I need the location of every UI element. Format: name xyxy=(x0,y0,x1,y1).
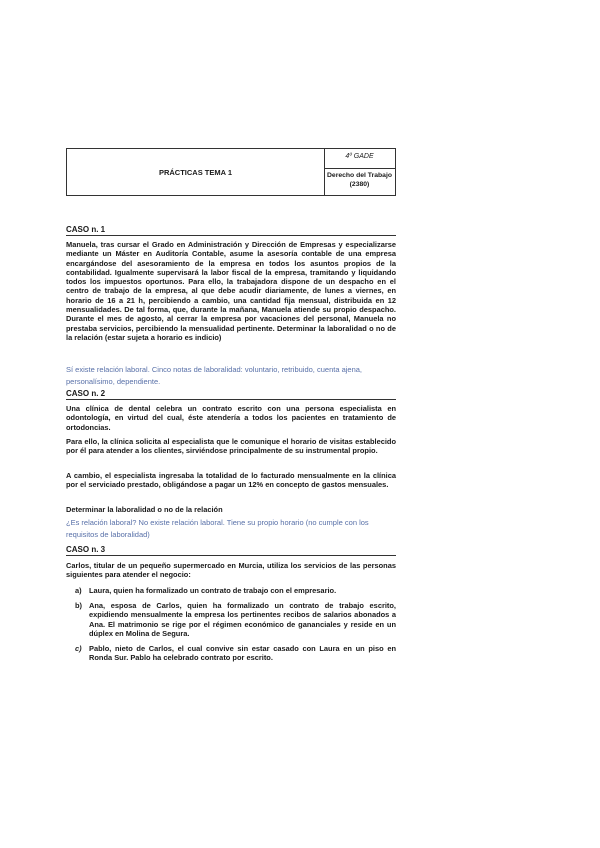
list-marker: b) xyxy=(75,601,83,610)
caso2-p3: A cambio, el especialista ingresaba la totalidad de lo facturado mensualmente en la clínica por el serviciado prestado, obligándose a pagar un 12% en concepto de gastos mensuales. xyxy=(66,471,396,490)
header-table xyxy=(66,148,396,196)
caso3-heading: CASO n. 3 xyxy=(66,545,396,556)
caso1-answer: Sí existe relación laboral. Cinco notas de laboralidad: voluntario, retribuido, cuenta ajena, personalísimo, dependiente. xyxy=(66,365,363,386)
list-marker: a) xyxy=(75,586,82,595)
caso1-heading: CASO n. 1 xyxy=(66,225,396,236)
practice-title: PRÁCTICAS TEMA 1 xyxy=(67,149,325,195)
list-marker: c) xyxy=(75,644,82,653)
caso2-p1: Una clínica de dental celebra un contrato escrito con una persona especialista en odontología, en virtud del cual, éste atendería a todos los pacientes en tratamiento de ortodoncias. xyxy=(66,404,396,432)
list-text: Pablo, nieto de Carlos, el cual convive sin estar casado con Laura en un piso en Ronda Sur. Pablo ha celebrado contrato por escrito. xyxy=(89,644,396,663)
list-text: Laura, quien ha formalizado un contrato de trabajo con el empresario. xyxy=(89,586,337,595)
caso2-question: Determinar la laboralidad o no de la relación xyxy=(66,505,223,514)
caso1-text: Manuela, tras cursar el Grado en Administración y Dirección de Empresas y especializarse mediante un Máster en Auditoría Contable, asume la asesoría contable de una empresa encargándose del asesoramiento de la empresa en todos los asuntos propios de la contabilidad. Igualmente supervisará la labor fiscal de la empresa, tramitando y liquidando todos los impuestos oportunos. Para ello, la trabajadora dispone de un despacho en el centro de trabajo de la empresa, al que debe acudir diariamente, de lunes a viernes, en horario de 16 a 21 h, percibiendo a cambio, una cantidad fija mensual, distribuida en 12 mensualidades. De tal forma, que, durante la mañana, Manuela atiende su propio despacho. Durante el mes de agosto, al cerrar la empresa por vacaciones del personal, Manuela no prestaba servicios, percibiendo la mensualidad pertinente. Determinar la laboralidad o no de la relación (estar sujeta a horario es indicio) xyxy=(66,240,396,342)
course-label: 4º GADE xyxy=(324,149,395,169)
caso2-p2: Para ello, la clínica solicita al especialista que le comunique el horario de visitas establecido por él para atender a los clientes, sirviéndose principalmente de su instrumental propio. xyxy=(66,437,396,456)
caso2-heading: CASO n. 2 xyxy=(66,389,396,400)
list-text: Ana, esposa de Carlos, quien ha formalizado un contrato de trabajo escrito, expidiendo mensualmente la empresa los pertinentes recibos de salarios abonados a Ana. El matrimonio se rige por el régimen económico de gananciales y reside en un dúplex en Molina de Segura. xyxy=(89,601,396,638)
caso3-intro: Carlos, titular de un pequeño supermercado en Murcia, utiliza los servicios de las personas siguientes para atender el negocio: xyxy=(66,561,396,580)
caso2-answer: ¿Es relación laboral? No existe relación laboral. Tiene su propio horario (no cumple con los requisitos de laboralidad) xyxy=(66,518,369,539)
subject-label: Derecho del Trabajo (2380) xyxy=(327,172,392,188)
